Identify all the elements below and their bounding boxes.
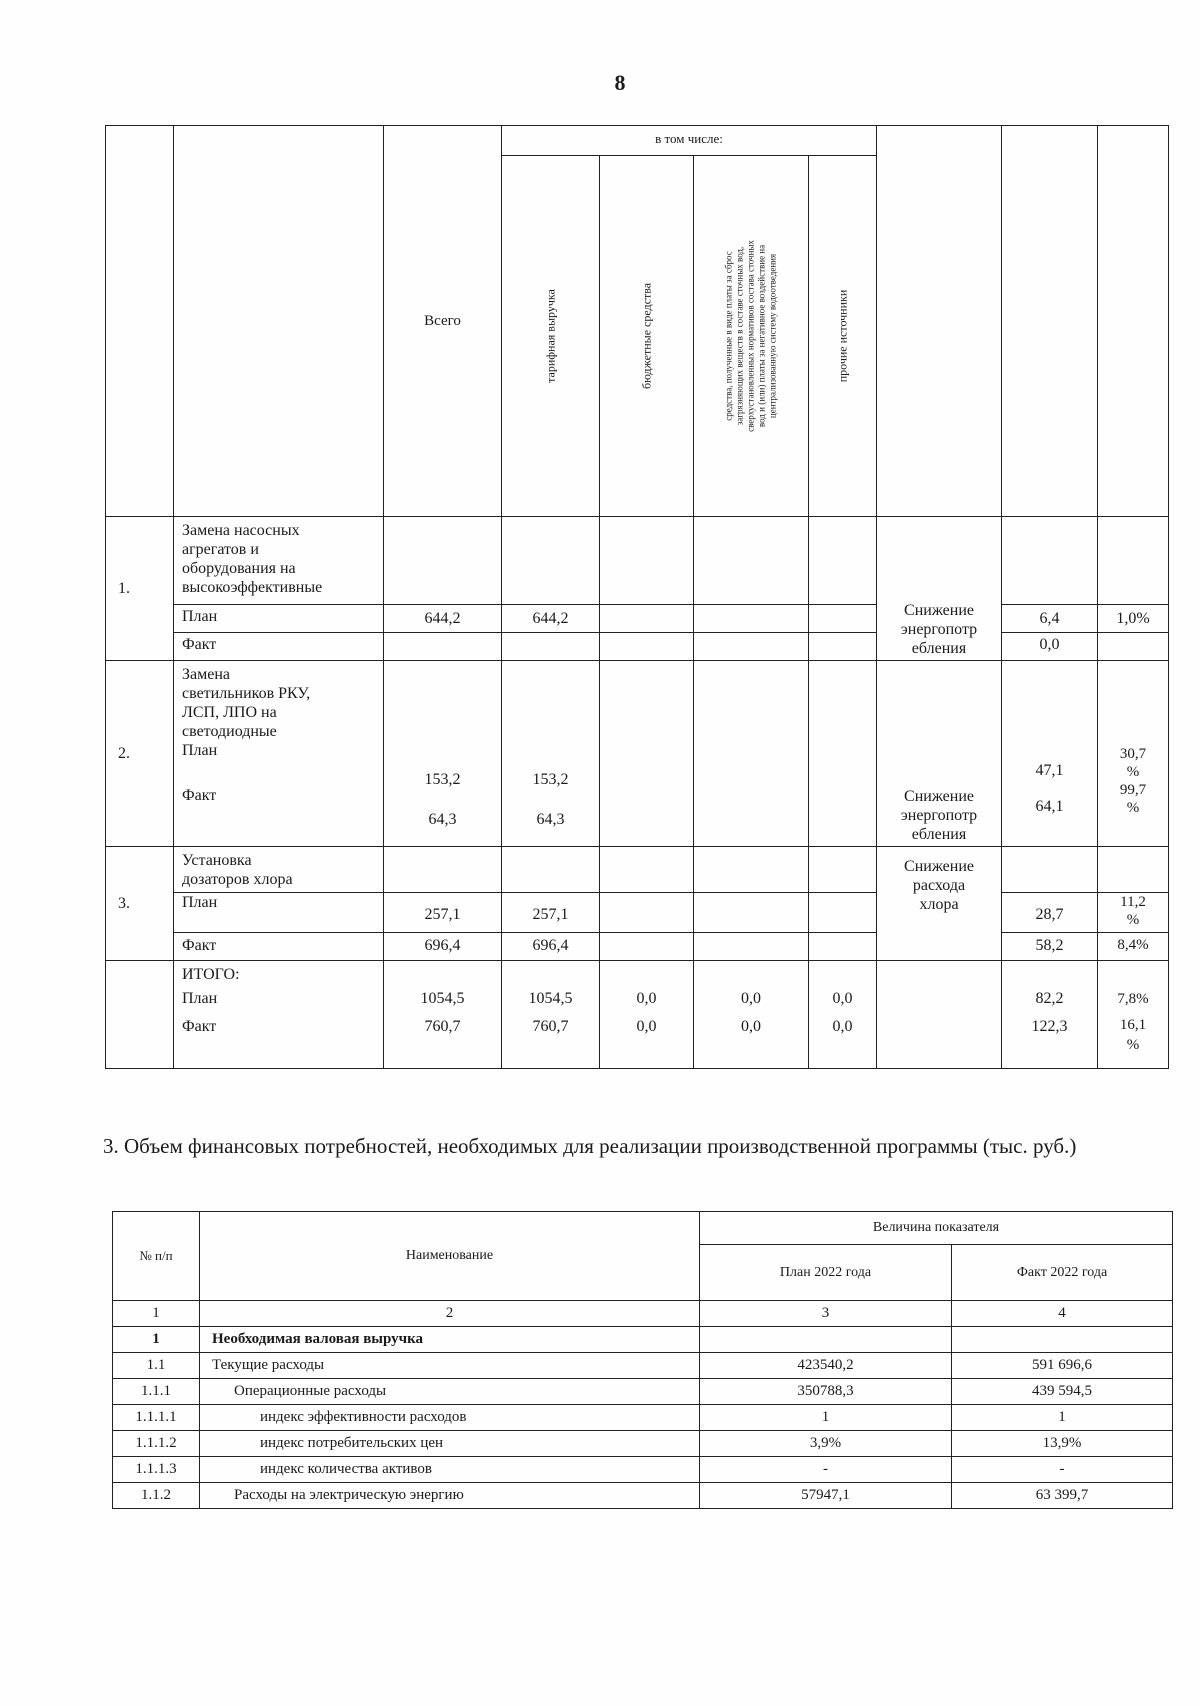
row-num: 3. xyxy=(106,847,174,961)
effect-label: Снижение энергопотр ебления xyxy=(877,517,1002,661)
page-number: 8 xyxy=(614,70,626,95)
hdr-effect xyxy=(877,126,1002,517)
hdr-total: Всего xyxy=(384,126,502,517)
row-num: 1. xyxy=(106,517,174,661)
colnum-row: 1 2 3 4 xyxy=(113,1301,1173,1327)
hdr-num: № п/п xyxy=(113,1212,200,1301)
hdr-tariff: тарифная выручка xyxy=(502,156,600,517)
table-row: 2. Замена светильников РКУ, ЛСП, ЛПО на светодиодные План Факт 153,2 64,3 153,2 64,3 Снижение энергопотр ебления 47,1 64,1 30,7 % 99,7 % xyxy=(106,661,1169,847)
section-heading: 3. Объем финансовых потребностей, необходимых для реализации производственной программы (тыс. руб.) xyxy=(103,1134,1077,1158)
row-num: 2. xyxy=(106,661,174,847)
table-row: 1 Необходимая валовая выручка xyxy=(113,1327,1173,1353)
hdr-plan: План 2022 года xyxy=(700,1245,952,1301)
table-row: Факт 0,0 xyxy=(106,633,1169,661)
row-name: Установка дозаторов хлора xyxy=(174,847,384,893)
effect-label: Снижение расхода хлора xyxy=(877,847,1002,961)
table-row: Факт 696,4 696,4 58,2 8,4% xyxy=(106,933,1169,961)
hdr-budget: бюджетные средства xyxy=(600,156,694,517)
table-row xyxy=(106,847,1169,893)
measures-table xyxy=(105,125,1169,1069)
table-row: План 644,2 644,2 6,4 1,0% xyxy=(106,605,1169,633)
table-row: План 257,1 257,1 28,7 11,2 % xyxy=(106,893,1169,933)
hdr-num xyxy=(106,126,174,517)
table-row: 1.1.1.1 индекс эффективности расходов 1 1 xyxy=(113,1405,1173,1431)
table-row: 1.1.1.3 индекс количества активов - - xyxy=(113,1457,1173,1483)
hdr-name: Наименование xyxy=(200,1212,700,1301)
table-row: 1.1.1 Операционные расходы 350788,3 439 594,5 xyxy=(113,1379,1173,1405)
financial-needs-table xyxy=(112,1211,1173,1509)
table-row: 1.1.2 Расходы на электрическую энергию 57947,1 63 399,7 xyxy=(113,1483,1173,1509)
hdr-fees: средства, полученные в виде платы за сброс загрязняющих веществ в составе сточных вод, сверхустановленных нормативов состава сточных вод и (или) платы за негативное воздействие на централизованную систему водоотведения xyxy=(694,156,809,517)
total-row: ИТОГО: План Факт 1054,5 760,7 1054,5 760,7 0,0 0,0 0,0 0,0 0,0 0,0 82,2 122,3 7,8% 16,1 % xyxy=(106,961,1169,1069)
table-row: 1.1 Текущие расходы 423540,2 591 696,6 xyxy=(113,1353,1173,1379)
hdr-value-group: Величина показателя xyxy=(700,1212,1173,1245)
hdr-other: прочие источники xyxy=(809,156,877,517)
hdr-percent xyxy=(1098,126,1169,517)
table-row: 1.1.1.2 индекс потребительских цен 3,9% 13,9% xyxy=(113,1431,1173,1457)
effect-label: Снижение энергопотр ебления xyxy=(877,661,1002,847)
table-row xyxy=(106,517,1169,605)
hdr-fact: Факт 2022 года xyxy=(952,1245,1173,1301)
hdr-name xyxy=(174,126,384,517)
hdr-including: в том числе: xyxy=(502,126,877,156)
row-name: Замена насосных агрегатов и оборудования на высокоэффективные xyxy=(174,517,384,605)
row-name: Замена светильников РКУ, ЛСП, ЛПО на светодиодные План Факт xyxy=(174,661,384,847)
hdr-value xyxy=(1002,126,1098,517)
